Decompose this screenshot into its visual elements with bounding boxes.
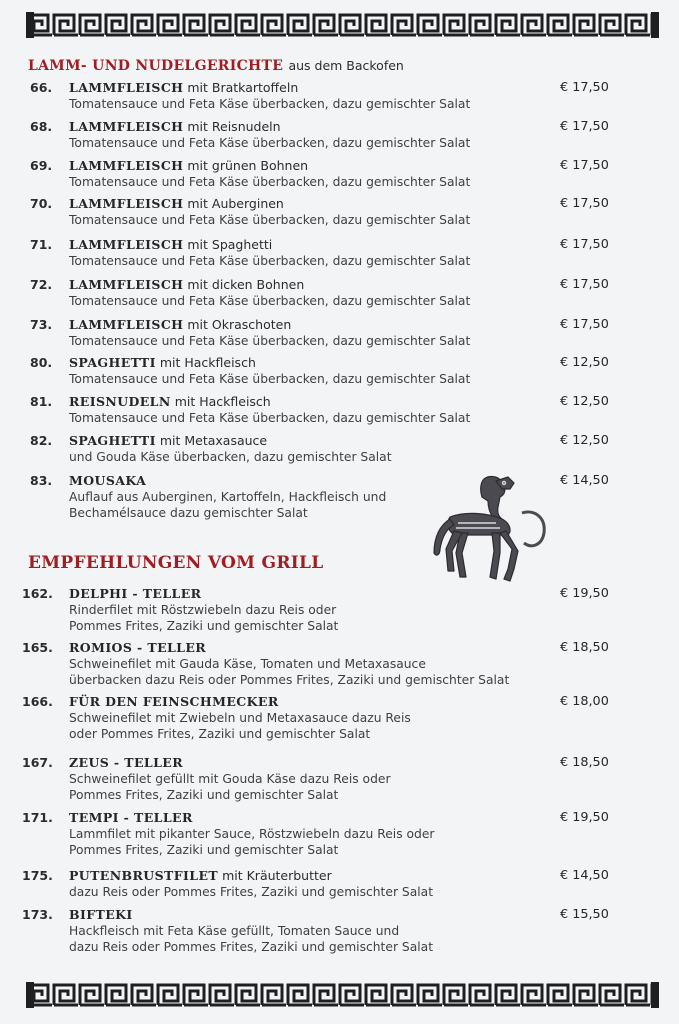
item-number: 165. <box>22 640 53 655</box>
description-line: Bechamélsauce dazu gemischter Salat <box>69 506 308 520</box>
item-name: PUTENBRUSTFILET <box>69 868 219 883</box>
item-price: € 17,50 <box>560 80 609 95</box>
item-title-line <box>69 907 133 922</box>
item-number: 73. <box>30 317 53 332</box>
description-line: dazu Reis oder Pommes Frites, Zaziki und gemischter Salat <box>69 885 434 899</box>
description-line: Hackfleisch mit Feta Käse gefüllt, Tomaten Sauce und <box>69 924 400 938</box>
item-price: € 18,00 <box>560 694 609 709</box>
description-line: Rinderfilet mit Röstzwiebeln dazu Reis oder <box>69 603 337 617</box>
item-name: ROMIOS - TELLER <box>69 640 207 655</box>
item-description <box>69 410 470 426</box>
description-line: oder Pommes Frites, Zaziki und gemischter Salat <box>69 727 371 741</box>
item-title-line <box>69 640 206 655</box>
greek-key-border-bottom-icon <box>26 982 659 1008</box>
item-price: € 17,50 <box>560 317 609 332</box>
item-name: DELPHI - TELLER <box>69 586 202 601</box>
item-name: SPAGHETTI <box>69 433 156 448</box>
item-title-line <box>69 473 146 488</box>
item-name: BIFTEKI <box>69 907 133 922</box>
item-name: MOUSAKA <box>69 473 147 488</box>
item-price: € 17,50 <box>560 119 609 134</box>
description-line: Auflauf aus Auberginen, Kartoffeln, Hackfleisch und <box>69 490 387 504</box>
item-description <box>69 449 392 465</box>
item-name: LAMMFLEISCH <box>69 80 184 95</box>
item-description <box>69 333 470 349</box>
item-description <box>69 602 338 634</box>
item-extra: mit grünen Bohnen <box>187 158 309 173</box>
item-number: 80. <box>30 355 53 370</box>
item-description <box>69 253 470 269</box>
item-price: € 17,50 <box>560 237 609 252</box>
item-price: € 14,50 <box>560 473 609 488</box>
item-number: 72. <box>30 277 53 292</box>
item-number: 71. <box>30 237 53 252</box>
item-price: € 17,50 <box>560 196 609 211</box>
description-line: Tomatensauce und Feta Käse überbacken, dazu gemischter Salat <box>69 213 471 227</box>
item-number: 167. <box>22 755 53 770</box>
item-description <box>69 771 391 803</box>
description-line: Pommes Frites, Zaziki und gemischter Salat <box>69 619 339 633</box>
item-extra: mit Auberginen <box>187 196 284 211</box>
greek-horse-icon <box>426 473 551 585</box>
item-price: € 15,50 <box>560 907 609 922</box>
item-description <box>69 135 470 151</box>
item-price: € 19,50 <box>560 586 609 601</box>
item-extra: mit dicken Bohnen <box>187 277 305 292</box>
item-price: € 12,50 <box>560 394 609 409</box>
item-description <box>69 656 509 688</box>
item-name: FÜR DEN FEINSCHMECKER <box>69 694 279 709</box>
greek-key-border-top-icon <box>26 12 659 38</box>
item-number: 166. <box>22 694 53 709</box>
item-price: € 12,50 <box>560 433 609 448</box>
item-title-line <box>69 355 256 370</box>
section-title-text: LAMM- UND NUDELGERICHTE <box>28 58 284 74</box>
item-name: LAMMFLEISCH <box>69 196 184 211</box>
item-description <box>69 293 470 309</box>
item-title-line <box>69 237 272 252</box>
section-subtitle: aus dem Backofen <box>288 58 404 73</box>
item-description <box>69 489 386 521</box>
description-line: Tomatensauce und Feta Käse überbacken, dazu gemischter Salat <box>69 334 471 348</box>
item-title-line <box>69 317 291 332</box>
section-title-grill: EMPFEHLUNGEN VOM GRILL <box>28 553 324 573</box>
item-price: € 19,50 <box>560 810 609 825</box>
item-number: 173. <box>22 907 53 922</box>
item-number: 70. <box>30 196 53 211</box>
item-price: € 17,50 <box>560 158 609 173</box>
description-line: Lammfilet mit pikanter Sauce, Röstzwiebeln dazu Reis oder <box>69 827 435 841</box>
description-line: Tomatensauce und Feta Käse überbacken, dazu gemischter Salat <box>69 136 471 150</box>
description-line: Schweinefilet gefüllt mit Gouda Käse dazu Reis oder <box>69 772 391 786</box>
item-price: € 18,50 <box>560 640 609 655</box>
item-description <box>69 174 470 190</box>
item-description <box>69 212 470 228</box>
item-title-line <box>69 394 271 409</box>
item-title-line <box>69 277 304 292</box>
item-name: LAMMFLEISCH <box>69 237 184 252</box>
item-price: € 14,50 <box>560 868 609 883</box>
item-title-line <box>69 755 183 770</box>
item-title-line <box>69 586 201 601</box>
item-extra: mit Metaxasauce <box>159 433 268 448</box>
description-line: Tomatensauce und Feta Käse überbacken, dazu gemischter Salat <box>69 254 471 268</box>
item-title-line <box>69 119 281 134</box>
item-extra: mit Okraschoten <box>187 317 292 332</box>
item-number: 162. <box>22 586 53 601</box>
description-line: Schweinefilet mit Gauda Käse, Tomaten und Metaxasauce <box>69 657 426 671</box>
section-title-lamm-nudel <box>28 58 404 74</box>
item-number: 83. <box>30 473 53 488</box>
item-price: € 18,50 <box>560 755 609 770</box>
item-title-line <box>69 694 279 709</box>
description-line: überbacken dazu Reis oder Pommes Frites, Zaziki und gemischter Salat <box>69 673 510 687</box>
item-number: 82. <box>30 433 53 448</box>
item-number: 68. <box>30 119 53 134</box>
description-line: Tomatensauce und Feta Käse überbacken, dazu gemischter Salat <box>69 175 471 189</box>
description-line: dazu Reis oder Pommes Frites, Zaziki und gemischter Salat <box>69 940 434 954</box>
item-extra: mit Spaghetti <box>187 237 273 252</box>
item-number: 69. <box>30 158 53 173</box>
item-extra: mit Kräuterbutter <box>222 868 332 883</box>
item-extra: mit Reisnudeln <box>187 119 281 134</box>
item-title-line <box>69 196 284 211</box>
item-number: 171. <box>22 810 53 825</box>
item-name: REISNUDELN <box>69 394 171 409</box>
item-description <box>69 371 470 387</box>
item-name: LAMMFLEISCH <box>69 119 184 134</box>
item-description <box>69 884 433 900</box>
description-line: Tomatensauce und Feta Käse überbacken, dazu gemischter Salat <box>69 411 471 425</box>
item-name: LAMMFLEISCH <box>69 158 184 173</box>
item-extra: mit Bratkartoffeln <box>187 80 299 95</box>
item-title-line <box>69 810 193 825</box>
item-name: TEMPI - TELLER <box>69 810 193 825</box>
item-price: € 12,50 <box>560 355 609 370</box>
item-description <box>69 923 433 955</box>
item-extra: mit Hackfleisch <box>159 355 256 370</box>
item-description <box>69 96 470 112</box>
item-title-line <box>69 80 298 95</box>
description-line: Pommes Frites, Zaziki und gemischter Salat <box>69 788 339 802</box>
description-line: Pommes Frites, Zaziki und gemischter Salat <box>69 843 339 857</box>
description-line: und Gouda Käse überbacken, dazu gemischter Salat <box>69 450 392 464</box>
item-name: LAMMFLEISCH <box>69 277 184 292</box>
description-line: Schweinefilet mit Zwiebeln und Metaxasauce dazu Reis <box>69 711 411 725</box>
item-name: ZEUS - TELLER <box>69 755 183 770</box>
item-name: SPAGHETTI <box>69 355 156 370</box>
item-number: 81. <box>30 394 53 409</box>
item-number: 66. <box>30 80 53 95</box>
item-description <box>69 826 434 858</box>
item-name: LAMMFLEISCH <box>69 317 184 332</box>
item-title-line <box>69 868 332 883</box>
description-line: Tomatensauce und Feta Käse überbacken, dazu gemischter Salat <box>69 294 471 308</box>
item-extra: mit Hackfleisch <box>174 394 271 409</box>
item-description <box>69 710 411 742</box>
item-title-line <box>69 158 308 173</box>
description-line: Tomatensauce und Feta Käse überbacken, dazu gemischter Salat <box>69 372 471 386</box>
item-number: 175. <box>22 868 53 883</box>
item-price: € 17,50 <box>560 277 609 292</box>
description-line: Tomatensauce und Feta Käse überbacken, dazu gemischter Salat <box>69 97 471 111</box>
item-title-line <box>69 433 267 448</box>
